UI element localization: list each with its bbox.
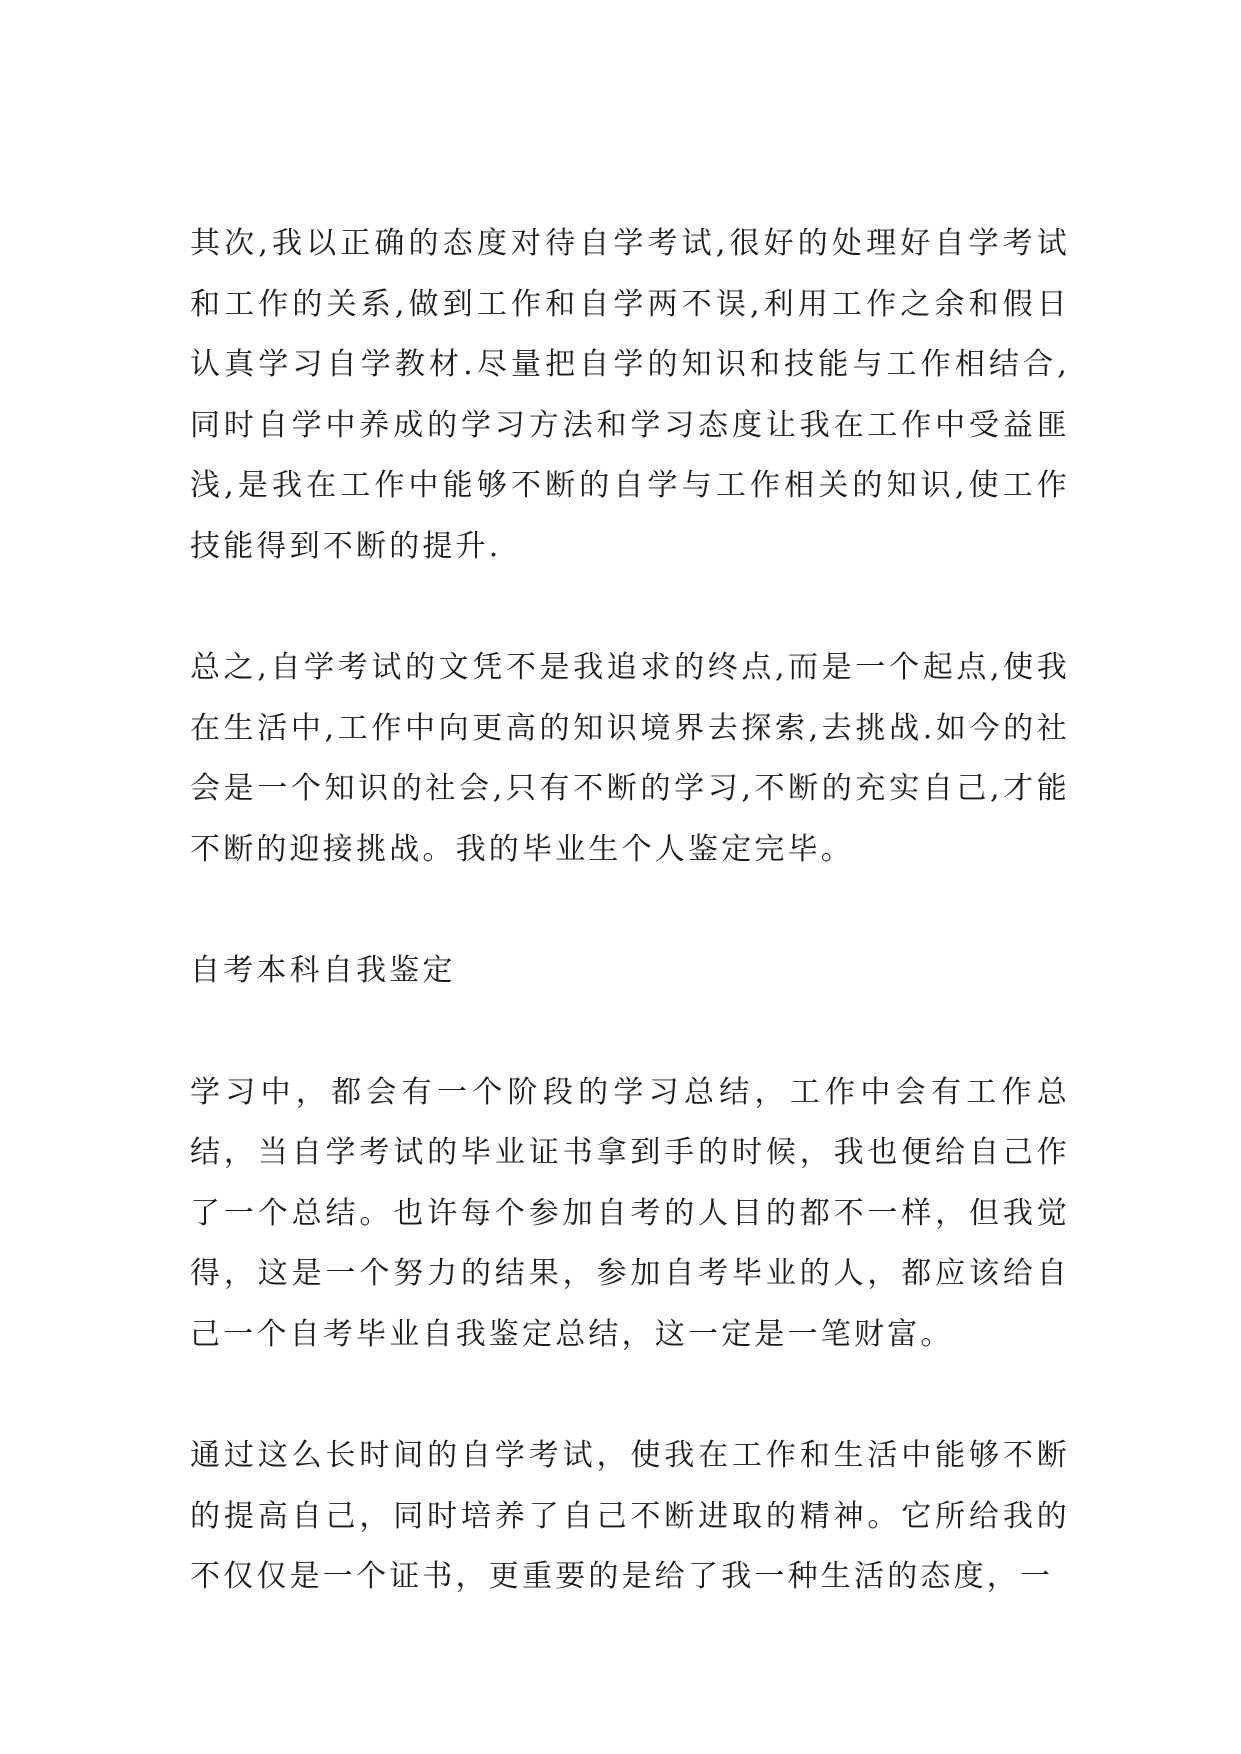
- paragraph-self-improvement: 通过这么长时间的自学考试，使我在工作和生活中能够不断的提高自己，同时培养了自己不断进取的精神。它所给我的不仅仅是一个证书，更重要的是给了我一种生活的态度，一: [190, 1438, 1070, 1594]
- section-heading: 自考本科自我鉴定: [190, 953, 456, 988]
- paragraph-conclusion: 总之,自学考试的文凭不是我追求的终点,而是一个起点,使我在生活中,工作中向更高的知识境界去探索,去挑战.如今的社会是一个知识的社会,只有不断的学习,不断的充实自己,才能不断的迎接挑战。我的毕业生个人鉴定完毕。: [190, 650, 1070, 867]
- document-body: [190, 214, 1070, 1608]
- paragraph-self-study-attitude: 其次,我以正确的态度对待自学考试,很好的处理好自学考试和工作的关系,做到工作和自学两不误,利用工作之余和假日认真学习自学教材.尽量把自学的知识和技能与工作相结合,同时自学中养成的学习方法和学习态度让我在工作中受益匪浅,是我在工作中能够不断的自学与工作相关的知识,使工作技能得到不断的提升.: [190, 226, 1070, 564]
- paragraph-learning-summary: 学习中，都会有一个阶段的学习总结，工作中会有工作总结，当自学考试的毕业证书拿到手的时候，我也便给自己作了一个总结。也许每个参加自考的人目的都不一样，但我觉得，这是一个努力的结果，参加自考毕业的人，都应该给自己一个自考毕业自我鉴定总结，这一定是一笔财富。: [190, 1074, 1070, 1352]
